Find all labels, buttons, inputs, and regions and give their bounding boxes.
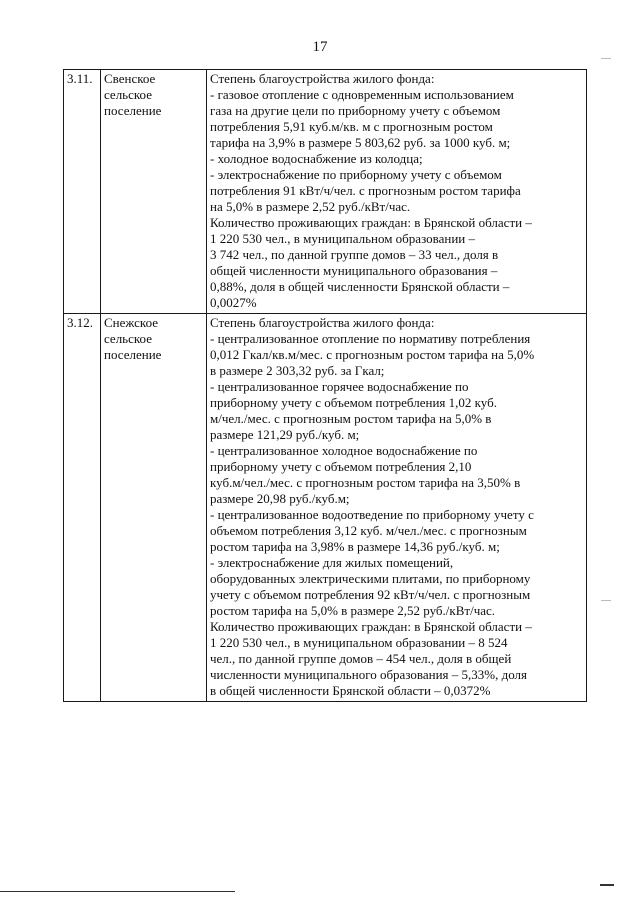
description-line: - централизованное холодное водоснабжение по (210, 443, 478, 458)
description-line: - централизованное горячее водоснабжение по (210, 379, 469, 394)
scan-edge-mark (601, 58, 611, 59)
description-line: объемом потребления 3,12 куб. м/чел./мес. с прогнозным (210, 523, 527, 538)
description-line: Количество проживающих граждан: в Брянской области – (210, 215, 532, 230)
description-line: - электроснабжение по приборному учету с объемом (210, 167, 502, 182)
description-line: Степень благоустройства жилого фонда: (210, 71, 435, 86)
table-body (64, 70, 587, 702)
description-line: на 5,0% в размере 2,52 руб./кВт/час. (210, 199, 411, 214)
page-number: 17 (312, 39, 328, 55)
row-number: 3.12. (64, 314, 101, 702)
description-line: потребления 5,91 куб.м/кв. м с прогнозным ростом (210, 119, 493, 134)
settlement-name-line: Свенское (104, 71, 156, 86)
description-line: 1 220 530 чел., в муниципальном образовании – (210, 231, 475, 246)
description-line: - централизованное водоотведение по приборному учету с (210, 507, 534, 522)
settlement-name-line: поселение (104, 347, 162, 362)
description-line: 1 220 530 чел., в муниципальном образовании – 8 524 (210, 635, 508, 650)
description-line: в общей численности Брянской области – 0,0372% (210, 683, 491, 698)
description-line: приборному учету с объемом потребления 1,02 куб. (210, 395, 497, 410)
description-line: потребления 91 кВт/ч/чел. с прогнозным ростом тарифа (210, 183, 521, 198)
description-line: учету с объемом потребления 92 кВт/ч/чел. с прогнозным (210, 587, 531, 602)
row-number: 3.11. (64, 70, 101, 314)
description (207, 314, 587, 702)
description (207, 70, 587, 314)
description-line: приборному учету с объемом потребления 2,10 (210, 459, 472, 474)
settlement-name (101, 314, 207, 702)
description-line: - холодное водоснабжение из колодца; (210, 151, 423, 166)
settlement-name (101, 70, 207, 314)
description-line: газа на другие цели по приборному учету с объемом (210, 103, 501, 118)
description-line: - централизованное отопление по нормативу потребления (210, 331, 531, 346)
description-line: 0,88%, доля в общей численности Брянской области – (210, 279, 510, 294)
description-line: м/чел./мес. с прогнозным ростом тарифа на 5,0% в (210, 411, 492, 426)
settlement-name-line: сельское (104, 87, 152, 102)
description-line: - газовое отопление с одновременным использованием (210, 87, 514, 102)
description-line: 3 742 чел., по данной группе домов – 33 чел., доля в (210, 247, 499, 262)
description-line: общей численности муниципального образования – (210, 263, 498, 278)
footer-mark (600, 884, 614, 886)
description-line: чел., по данной группе домов – 454 чел., доля в общей (210, 651, 512, 666)
description-line: в размере 2 303,32 руб. за Гкал; (210, 363, 385, 378)
description-line: размере 20,98 руб./куб.м; (210, 491, 350, 506)
description-line: - электроснабжение для жилых помещений, (210, 555, 454, 570)
settlement-name-line: поселение (104, 103, 162, 118)
description-line: Степень благоустройства жилого фонда: (210, 315, 435, 330)
description-line: оборудованных электрическими плитами, по приборному (210, 571, 531, 586)
settlement-name-line: Снежское (104, 315, 158, 330)
footer-rule (0, 891, 235, 892)
description-line: численности муниципального образования – 5,33%, доля (210, 667, 528, 682)
description-line: ростом тарифа на 3,98% в размере 14,36 руб./куб. м; (210, 539, 500, 554)
settlement-name-line: сельское (104, 331, 152, 346)
table-row (64, 70, 587, 314)
description-line: 0,0027% (210, 295, 257, 310)
description-line: 0,012 Гкал/кв.м/мес. с прогнозным ростом тарифа на 5,0% (210, 347, 535, 362)
scan-edge-mark (601, 600, 611, 601)
housing-table (63, 69, 587, 702)
table-row (64, 314, 587, 702)
description-line: ростом тарифа на 5,0% в размере 2,52 руб./кВт/час. (210, 603, 496, 618)
description-line: тарифа на 3,9% в размере 5 803,62 руб. за 1000 куб. м; (210, 135, 511, 150)
description-line: размере 121,29 руб./куб. м; (210, 427, 360, 442)
description-line: куб.м/чел./мес. с прогнозным ростом тарифа на 3,50% в (210, 475, 521, 490)
description-line: Количество проживающих граждан: в Брянской области – (210, 619, 532, 634)
